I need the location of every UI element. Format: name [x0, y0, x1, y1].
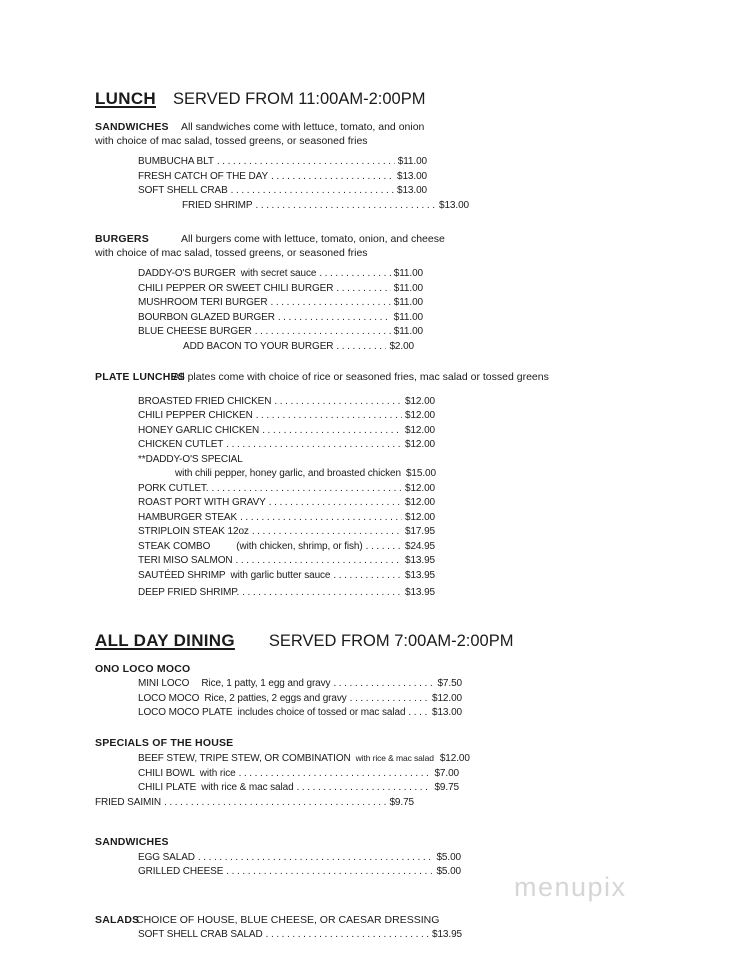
item-description: with chili pepper, honey garlic, and broasted chicken	[175, 468, 401, 479]
item-name: FRIED SHRIMP	[182, 199, 253, 211]
item-price: $13.95	[432, 929, 462, 940]
menu-item-row	[138, 540, 435, 555]
item-price: $5.00	[436, 851, 461, 863]
dot-leader	[319, 267, 390, 282]
lunch-menu-group	[95, 89, 750, 601]
dot-leader	[266, 928, 429, 943]
menu-section-sandwiches	[95, 121, 750, 213]
section-header	[95, 371, 750, 385]
dot-leader	[226, 438, 402, 453]
item-description: (with chicken, shrimp, or fish)	[236, 540, 363, 552]
menu-item-row	[138, 928, 462, 943]
menu-section-salads	[95, 914, 750, 943]
dot-leader	[240, 511, 402, 526]
item-name: BOURBON GLAZED BURGER	[138, 311, 275, 323]
section-header	[95, 737, 750, 751]
item-price: $11.00	[393, 297, 423, 308]
item-price: $12.00	[405, 410, 435, 421]
item-description: Rice, 1 patty, 1 egg and gravy	[201, 678, 331, 689]
section-description-line2: with choice of mac salad, tossed greens, or seasoned fries	[95, 134, 368, 147]
menu-item-row	[138, 155, 427, 170]
menu-item-row	[138, 296, 423, 311]
item-name: EGG SALAD	[138, 851, 195, 863]
item-name: **DADDY-O'S SPECIAL	[138, 453, 243, 465]
menu-item-row	[138, 586, 435, 601]
item-price: $9.75	[389, 796, 414, 808]
item-price: $13.00	[397, 170, 427, 182]
item-price: $15.00	[405, 468, 436, 479]
menu-items	[138, 267, 750, 354]
section-title: BURGERS	[95, 233, 149, 245]
all-day-sections	[95, 663, 750, 943]
menu-item-row	[138, 525, 435, 540]
menu-items	[95, 751, 750, 810]
lunch-title: LUNCH	[95, 89, 156, 108]
item-name: MINI LOCO	[138, 678, 190, 689]
item-price: $13.95	[405, 555, 435, 566]
section-title: SANDWICHES	[95, 836, 169, 848]
item-price: $24.95	[405, 540, 435, 552]
dot-leader	[242, 586, 402, 601]
item-price: $11.00	[393, 326, 423, 337]
menu-item-row	[138, 438, 435, 453]
lunch-sections	[95, 121, 750, 601]
item-name: LOCO MOCO PLATE	[138, 707, 233, 718]
menu-item-row	[138, 311, 423, 326]
dot-leader	[336, 282, 390, 297]
menu-section-plates	[95, 371, 750, 601]
section-header	[95, 914, 750, 928]
item-name: CHILI PEPPER CHICKEN	[138, 410, 253, 421]
menu-section-specials	[95, 737, 750, 811]
item-price: $7.50	[437, 678, 462, 689]
menu-item-row	[138, 325, 423, 340]
item-name: FRESH CATCH OF THE DAY	[138, 170, 269, 182]
item-price: $7.00	[434, 767, 459, 779]
menu-item-row	[138, 767, 459, 782]
item-name: MUSHROOM TERI BURGER	[138, 297, 268, 308]
item-price: $13.00	[439, 199, 469, 211]
all-day-dining-group	[95, 631, 750, 943]
dot-leader	[297, 781, 432, 796]
dot-leader	[239, 767, 432, 782]
menu-item-row	[182, 199, 469, 214]
dot-leader	[252, 525, 402, 540]
menu-item-row	[138, 706, 462, 721]
item-price: $2.00	[389, 340, 414, 352]
item-name: CHILI BOWL	[138, 767, 195, 779]
item-name: LOCO MOCO	[138, 692, 200, 704]
menu-item-row	[138, 482, 435, 497]
item-name: CHILI PLATE	[138, 782, 197, 793]
menupix-watermark: menupix	[514, 872, 627, 902]
section-description: All burgers come with lettuce, tomato, onion, and cheese	[181, 233, 445, 245]
menu-item-row	[95, 796, 414, 811]
item-name: ADD BACON TO YOUR BURGER	[183, 340, 334, 352]
section-header	[95, 836, 750, 850]
dot-leader	[271, 170, 394, 185]
item-price: $17.95	[405, 526, 435, 537]
item-price: $13.95	[405, 569, 435, 581]
item-description: includes choice of tossed or mac salad	[237, 707, 406, 718]
item-price: $9.75	[434, 782, 459, 793]
dot-leader	[231, 184, 394, 199]
dot-leader	[198, 851, 434, 866]
item-name: HAMBURGER STEAK	[138, 511, 238, 523]
dot-leader	[333, 677, 434, 692]
menu-items	[138, 677, 750, 721]
lunch-hours: SERVED FROM 11:00AM-2:00PM	[173, 90, 426, 108]
item-price: $12.00	[405, 395, 435, 407]
section-header	[95, 121, 750, 135]
item-name: GRILLED CHEESE	[138, 866, 224, 877]
item-name: TERI MISO SALMON	[138, 555, 233, 566]
item-name: CHICKEN CUTLET	[138, 439, 224, 450]
all-day-hours: SERVED FROM 7:00AM-2:00PM	[268, 631, 514, 650]
item-name: SOFT SHELL CRAB SALAD	[138, 929, 263, 940]
menu-items	[138, 395, 750, 601]
item-description: with garlic butter sauce	[230, 569, 331, 581]
dot-leader	[336, 340, 386, 355]
item-price: $11.00	[393, 282, 423, 294]
item-description: with rice & mac salad	[355, 753, 434, 763]
menu-item-row	[138, 751, 470, 767]
item-price: $13.00	[432, 707, 462, 718]
menu-item-row	[138, 184, 427, 199]
item-description: Rice, 2 patties, 2 eggs and gravy	[204, 692, 347, 704]
item-price: $12.00	[405, 482, 435, 494]
dot-leader	[274, 395, 402, 410]
item-price: $12.00	[405, 424, 435, 436]
dot-leader	[256, 409, 402, 424]
menu-item-row	[138, 851, 461, 866]
dot-leader	[255, 325, 391, 340]
menu-item-row	[138, 453, 750, 468]
section-description: All sandwiches come with lettuce, tomato, and onion	[181, 121, 425, 133]
dot-leader	[333, 569, 402, 584]
item-price: $11.00	[397, 156, 427, 167]
menu-item-row	[138, 569, 435, 584]
dot-leader	[278, 311, 391, 326]
menu-section-loco	[95, 663, 750, 721]
item-name: STRIPLOIN STEAK 12oz	[138, 526, 249, 537]
item-name: SOFT SHELL CRAB	[138, 185, 228, 196]
section-title: ONO LOCO MOCO	[95, 662, 191, 675]
item-price: $12.00	[432, 692, 462, 704]
menu-item-row	[138, 267, 423, 282]
menu-item-row	[138, 781, 459, 796]
menu-items	[138, 851, 750, 880]
all-day-title: ALL DAY DINING	[95, 630, 235, 650]
item-price: $11.00	[393, 311, 423, 323]
item-name: HONEY GARLIC CHICKEN	[138, 424, 260, 436]
menu-item-row	[138, 170, 427, 185]
section-title: SALADS	[95, 913, 140, 926]
section-header	[95, 233, 750, 247]
item-name: BROASTED FRIED CHICKEN	[138, 395, 272, 407]
menu-item-row	[138, 511, 435, 526]
item-description: with rice	[199, 767, 236, 779]
menu-item-row	[138, 409, 435, 424]
section-title: SANDWICHES	[95, 121, 169, 133]
menu-item-row	[170, 467, 750, 482]
item-name: ROAST PORT WITH GRAVY	[138, 497, 266, 508]
menu-item-row	[138, 424, 435, 439]
item-price: $12.00	[405, 497, 435, 508]
menu-item-row	[138, 865, 461, 880]
item-price: $13.00	[397, 185, 427, 196]
section-title: SPECIALS OF THE HOUSE	[95, 736, 234, 749]
dot-leader	[226, 865, 433, 880]
item-name: DEEP FRIED SHRIMP.	[138, 587, 240, 598]
section-description: CHOICE OF HOUSE, BLUE CHEESE, OR CAESAR DRESSING	[136, 913, 440, 926]
item-name: BLUE CHEESE BURGER	[138, 326, 252, 337]
dot-leader	[255, 199, 436, 214]
dot-leader	[164, 796, 386, 811]
item-name: PORK CUTLET.	[138, 482, 209, 494]
item-description: with secret sauce	[240, 268, 317, 279]
dot-leader	[269, 496, 402, 511]
menu-item-row	[183, 340, 414, 355]
lunch-heading	[95, 89, 750, 109]
item-description: with rice & mac salad	[201, 782, 294, 793]
dot-leader	[350, 692, 429, 707]
menu-item-row	[138, 554, 435, 569]
dot-leader	[236, 554, 402, 569]
menu-section-burgers	[95, 233, 750, 354]
all-day-heading	[95, 631, 750, 651]
menu-item-row	[138, 496, 435, 511]
item-name: DADDY-O'S BURGER	[138, 268, 236, 279]
item-price: $12.00	[439, 753, 470, 764]
item-price: $5.00	[436, 866, 461, 877]
item-price: $13.95	[405, 587, 435, 598]
section-description: All plates come with choice of rice or seasoned fries, mac salad or tossed greens	[173, 371, 549, 383]
dot-leader	[262, 424, 402, 439]
menu-item-row	[138, 677, 462, 692]
item-name: FRIED SAIMIN	[95, 796, 162, 808]
item-price: $12.00	[405, 511, 435, 523]
dot-leader	[366, 540, 402, 555]
item-name: STEAK COMBO	[138, 540, 211, 552]
section-header	[95, 663, 750, 677]
dot-leader	[211, 482, 402, 497]
item-name: BUMBUCHA BLT	[138, 156, 214, 167]
item-price: $12.00	[405, 439, 435, 450]
section-description-line2: with choice of mac salad, tossed greens, or seasoned fries	[95, 246, 368, 259]
dot-leader	[408, 706, 429, 721]
item-name: CHILI PEPPER OR SWEET CHILI BURGER	[138, 282, 334, 294]
menu-section-sandwiches2	[95, 836, 750, 880]
item-price: $11.00	[393, 268, 423, 279]
menu-item-row	[138, 692, 462, 707]
menu-items	[138, 155, 750, 213]
dot-leader	[271, 296, 391, 311]
section-title: PLATE LUNCHES	[95, 371, 185, 383]
item-name: BEEF STEW, TRIPE STEW, OR COMBINATION	[138, 753, 351, 764]
menu-item-row	[138, 282, 423, 297]
item-name: SAUTÉED SHRIMP	[138, 569, 226, 581]
menu-items	[138, 928, 750, 943]
menu-item-row	[138, 395, 435, 410]
dot-leader	[217, 155, 395, 170]
